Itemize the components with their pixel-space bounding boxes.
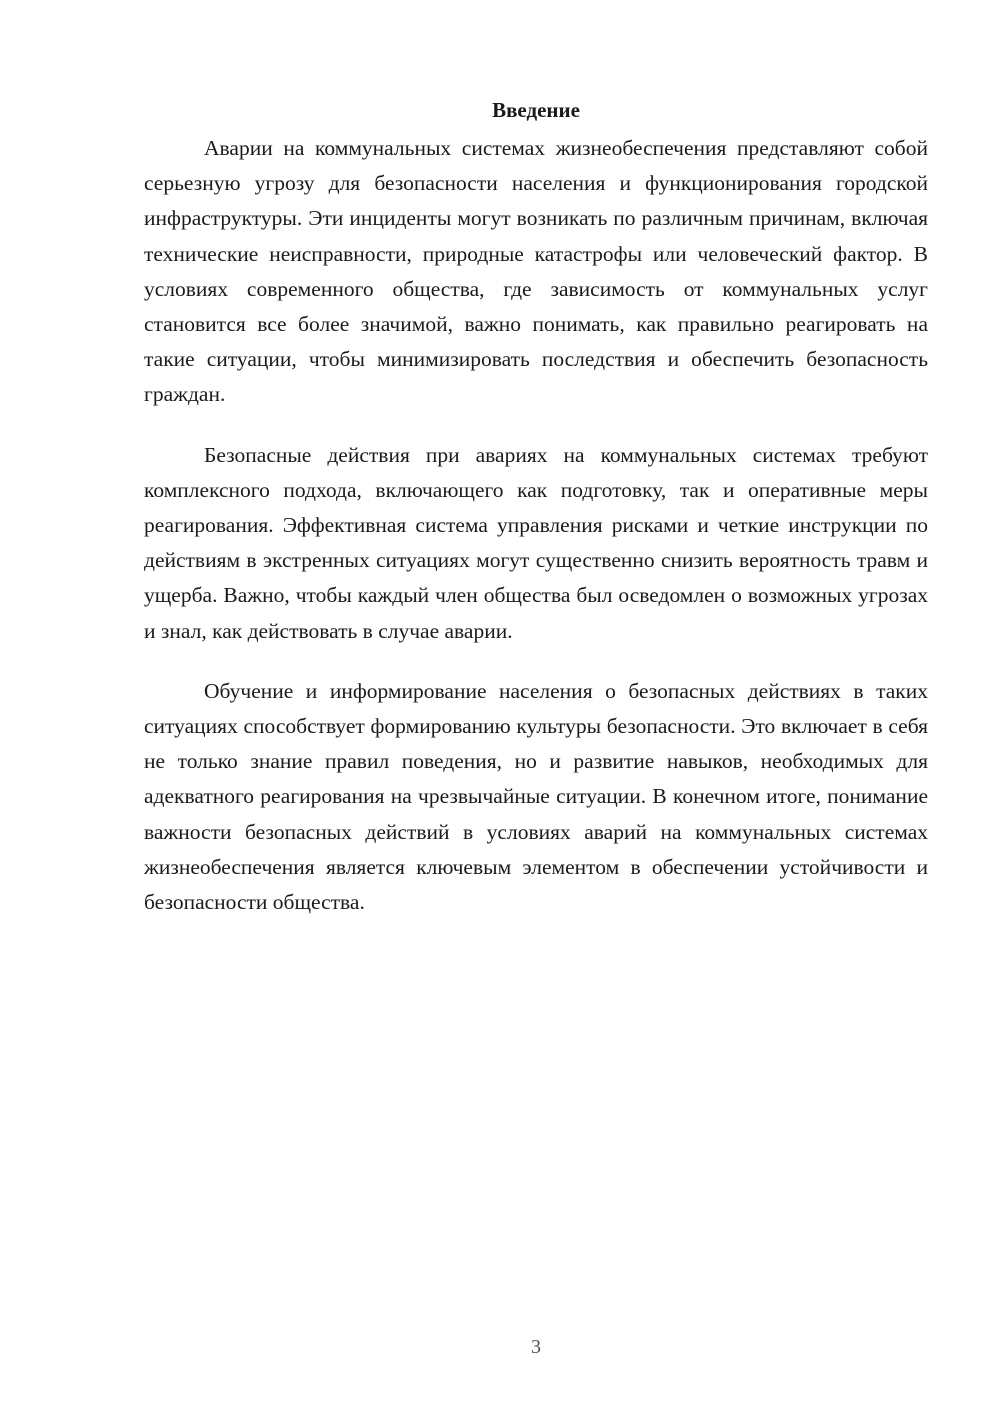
- paragraph-3: Обучение и информирование населения о безопасных действиях в таких ситуациях способствует формированию культуры безопасности. Это включает в себя не только знание правил поведения, но и развитие навыков, необходимых для адекватного реагирования на чрезвычайные ситуации. В конечном итоге, понимание важности безопасных действий в условиях аварий на коммунальных системах жизнеобеспечения является ключевым элементом в обеспечении устойчивости и безопасности общества.: [144, 678, 928, 915]
- page-content: [144, 96, 928, 945]
- section-title: Введение: [492, 98, 580, 122]
- paragraph-2: Безопасные действия при авариях на коммунальных системах требуют комплексного подхода, включающего как подготовку, так и оперативные меры реагирования. Эффективная система управления рисками и четкие инструкции по действиям в экстренных ситуациях могут существенно снизить вероятность травм и ущерба. Важно, чтобы каждый член общества был осведомлен о возможных угрозах и знал, как действовать в случае аварии.: [144, 442, 928, 643]
- paragraph-1: Аварии на коммунальных системах жизнеобеспечения представляют собой серьезную угрозу для безопасности населения и функционирования городской инфраструктуры. Эти инциденты могут возникать по различным причинам, включая технические неисправности, природные катастрофы или человеческий фактор. В условиях современного общества, где зависимость от коммунальных услуг становится все более значимой, важно понимать, как правильно реагировать на такие ситуации, чтобы минимизировать последствия и обеспечить безопасность граждан.: [144, 136, 928, 407]
- page-number: 3: [531, 1336, 541, 1358]
